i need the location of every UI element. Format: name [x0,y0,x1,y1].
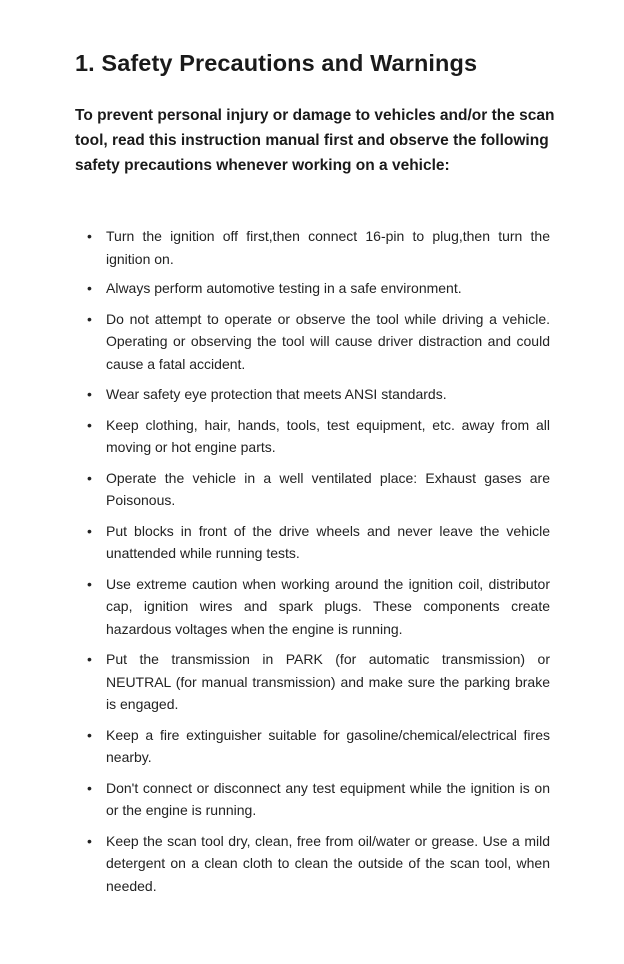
list-item-text: Always perform automotive testing in a safe environment. [106,280,462,296]
list-item-text: Keep a fire extinguisher suitable for gasoline/chemical/electrical fires nearby. [106,726,550,765]
bullet-icon: • [87,386,92,402]
page-title: 1. Safety Precautions and Warnings [75,50,478,76]
list-item [87,777,550,822]
bullet-icon: • [87,469,92,486]
list-item-text: Turn the ignition off first,then connect 16-pin to plug,then turn the ignition on. [106,228,550,267]
list-item [87,724,550,769]
list-item [87,573,550,641]
list-item [87,225,550,270]
list-item-text: Keep the scan tool dry, clean, free from oil/water or grease. Use a mild detergent on a clean cloth to clean the outside of the scan tool, when needed. [106,832,550,894]
list-item [87,467,550,512]
list-item-text: Use extreme caution when working around the ignition coil, distributor cap, ignition wires and spark plugs. These components create hazardous voltages when the engine is running. [106,575,550,637]
list-item-text: Keep clothing, hair, hands, tools, test equipment, etc. away from all moving or hot engine parts. [106,416,550,455]
list-item [87,383,550,406]
list-item [87,277,550,300]
bullet-icon: • [87,575,92,592]
list-item [87,308,550,376]
bullet-icon: • [87,832,92,849]
list-item-text: Put the transmission in PARK (for automatic transmission) or NEUTRAL (for manual transmission) and make sure the parking brake is engaged. [106,651,550,712]
list-item-text: Wear safety eye protection that meets ANSI standards. [106,386,447,402]
list-item-text: Operate the vehicle in a well ventilated place: Exhaust gases are Poisonous. [106,469,550,508]
bullet-icon: • [87,310,92,327]
bullet-icon: • [87,228,92,244]
list-item [87,648,550,716]
list-item-text: Do not attempt to operate or observe the tool while driving a vehicle. Operating or observing the tool will cause driver distraction and could cause a fatal accident. [106,310,550,372]
list-item [87,830,550,898]
list-item [87,520,550,565]
bullet-icon: • [87,726,92,743]
bullet-icon: • [87,779,92,796]
safety-precautions-list [87,225,550,897]
bullet-icon: • [87,416,92,433]
bullet-icon: • [87,280,92,296]
list-item-text: Don't connect or disconnect any test equipment while the ignition is on or the engine is running. [106,779,550,818]
list-item [87,414,550,459]
list-item-text: Put blocks in front of the drive wheels and never leave the vehicle unattended while running tests. [106,522,550,561]
intro-paragraph: To prevent personal injury or damage to vehicles and/or the scan tool, read this instruction manual first and observe the following safety precautions whenever working on a vehicle: [75,107,555,174]
bullet-icon: • [87,522,92,539]
bullet-icon: • [87,651,92,667]
